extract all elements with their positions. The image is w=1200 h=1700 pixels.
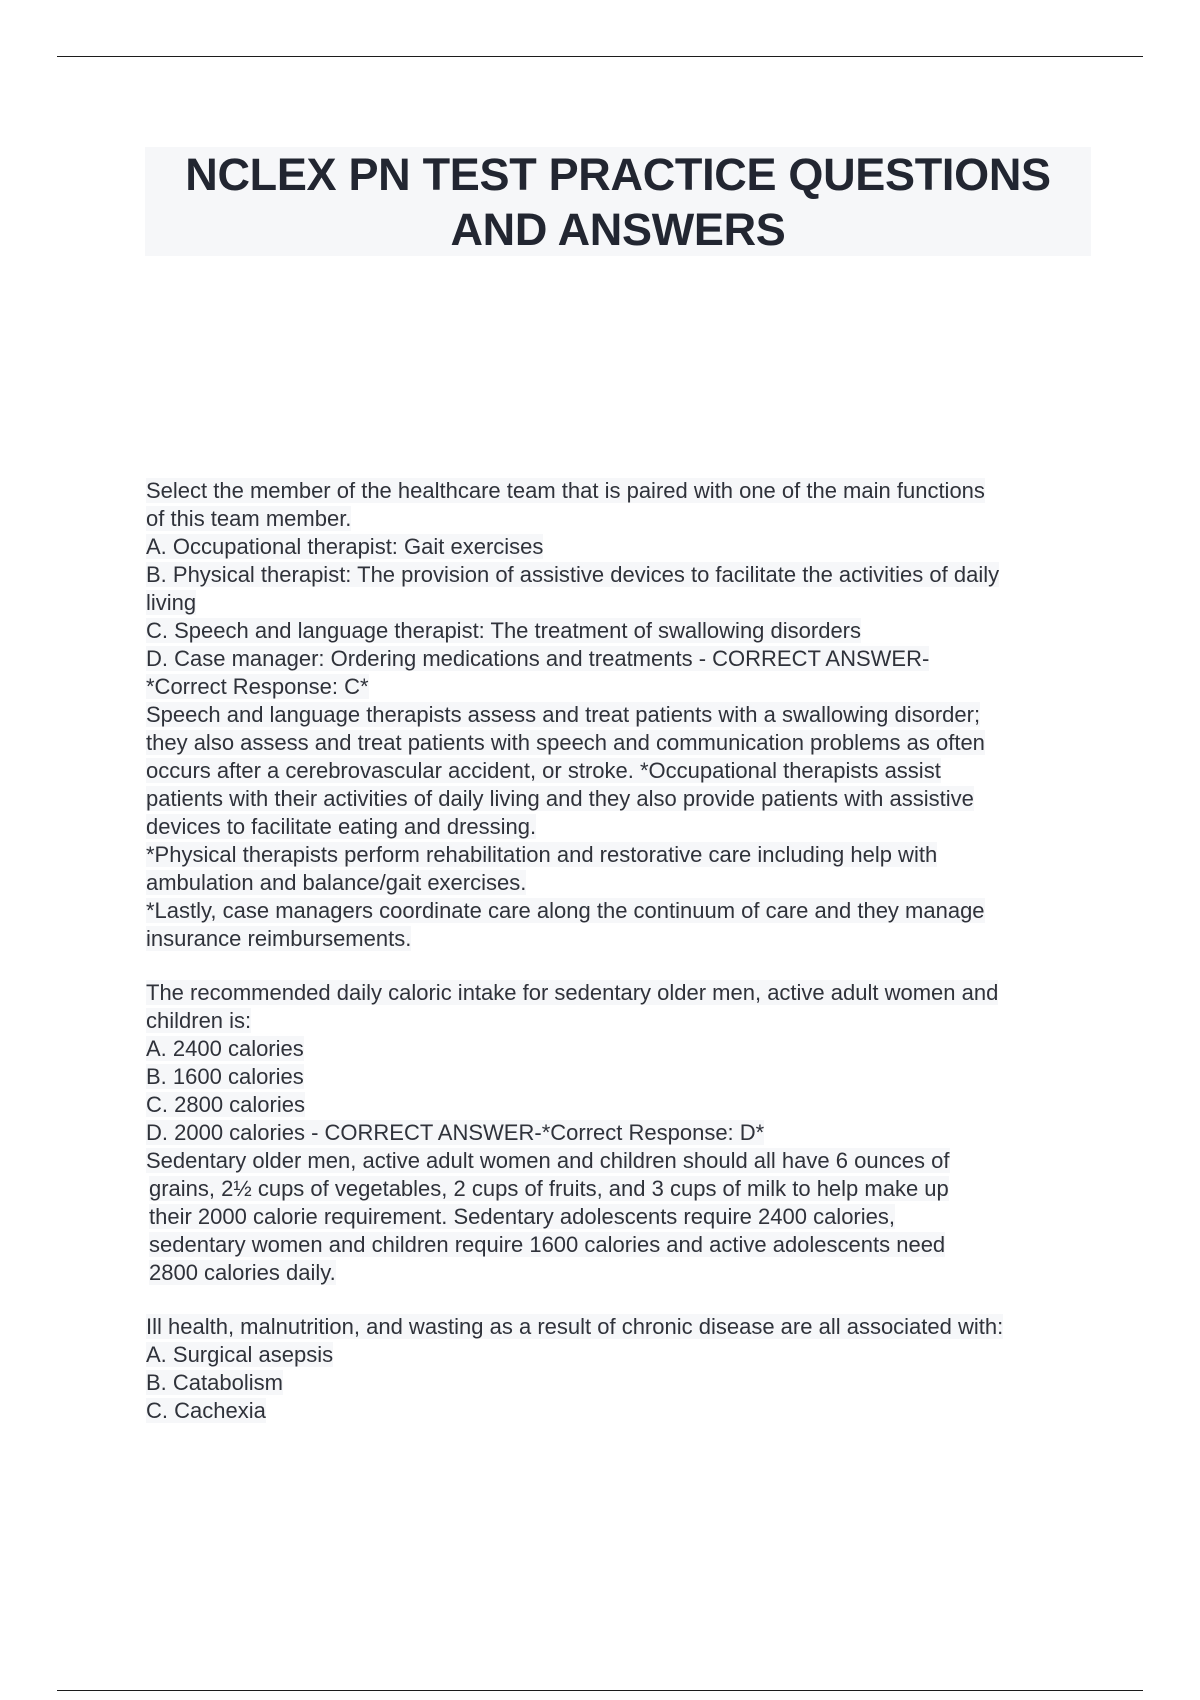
- rationale-line: Speech and language therapists assess and treat patients with a swallowing disorder;: [146, 702, 981, 727]
- rationale-line: grains, 2½ cups of vegetables, 2 cups of fruits, and 3 cups of milk to help make up: [149, 1176, 949, 1201]
- rationale-line: they also assess and treat patients with speech and communication problems as often: [146, 730, 985, 755]
- rationale-line: ambulation and balance/gait exercises.: [146, 870, 527, 895]
- question-block-1: [146, 477, 1106, 953]
- title-banner: [145, 147, 1091, 256]
- answer-option-a: A. Occupational therapist: Gait exercises: [146, 534, 544, 559]
- answer-option-b: B. 1600 calories: [146, 1064, 304, 1089]
- rationale-line: insurance reimbursements.: [146, 926, 412, 951]
- question-text-line: The recommended daily caloric intake for sedentary older men, active adult women and: [146, 980, 999, 1005]
- rationale-line: 2800 calories daily.: [149, 1260, 336, 1285]
- rationale-line: sedentary women and children require 1600 calories and active adolescents need: [149, 1232, 946, 1257]
- question-block-2: [146, 979, 1106, 1287]
- answer-option-b: B. Physical therapist: The provision of assistive devices to facilitate the activities of daily: [146, 562, 1000, 587]
- answer-option-b-continued: living: [146, 590, 197, 615]
- question-text-line: of this team member.: [146, 506, 352, 531]
- answer-option-d: D. 2000 calories - CORRECT ANSWER-*Correct Response: D*: [146, 1120, 765, 1145]
- question-text-line: Select the member of the healthcare team that is paired with one of the main functions: [146, 478, 985, 503]
- rationale-line: *Physical therapists perform rehabilitation and restorative care including help with: [146, 842, 938, 867]
- header-rule: [57, 56, 1143, 57]
- answer-option-c: C. 2800 calories: [146, 1092, 305, 1117]
- answer-option-d: D. Case manager: Ordering medications and treatments - CORRECT ANSWER-: [146, 646, 930, 671]
- rationale-line: Sedentary older men, active adult women and children should all have 6 ounces of: [146, 1148, 950, 1173]
- footer-rule: [57, 1690, 1143, 1691]
- correct-response: *Correct Response: C*: [146, 674, 369, 699]
- rationale-line: their 2000 calorie requirement. Sedentary adolescents require 2400 calories,: [149, 1204, 895, 1229]
- rationale-line: *Lastly, case managers coordinate care along the continuum of care and they manage: [146, 898, 985, 923]
- document-body: [146, 477, 1106, 1451]
- question-text-line: children is:: [146, 1008, 252, 1033]
- answer-option-b: B. Catabolism: [146, 1370, 283, 1395]
- question-text-line: Ill health, malnutrition, and wasting as a result of chronic disease are all associated with:: [146, 1314, 1004, 1339]
- rationale-line: occurs after a cerebrovascular accident, or stroke. *Occupational therapists assist: [146, 758, 941, 783]
- answer-option-a: A. 2400 calories: [146, 1036, 304, 1061]
- rationale-line: devices to facilitate eating and dressing.: [146, 814, 537, 839]
- rationale-line: patients with their activities of daily living and they also provide patients with assistive: [146, 786, 974, 811]
- document-title: NCLEX PN TEST PRACTICE QUESTIONS AND ANSWERS: [185, 148, 1051, 255]
- answer-option-c: C. Speech and language therapist: The treatment of swallowing disorders: [146, 618, 862, 643]
- question-block-3: [146, 1313, 1106, 1425]
- answer-option-a: A. Surgical asepsis: [146, 1342, 334, 1367]
- answer-option-c: C. Cachexia: [146, 1398, 266, 1423]
